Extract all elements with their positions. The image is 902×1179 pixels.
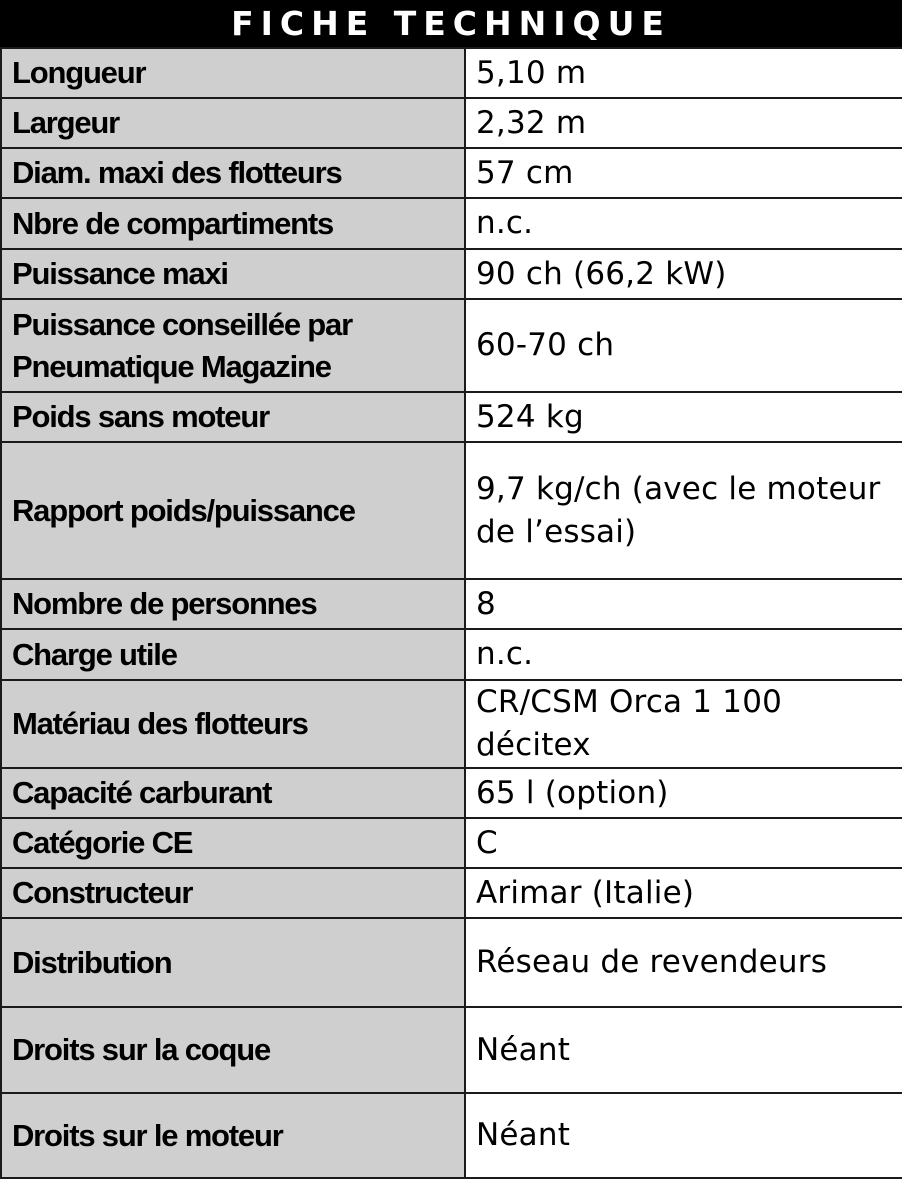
spec-value: 524 kg xyxy=(465,392,902,442)
spec-row-rapport xyxy=(1,442,902,579)
spec-value: 9,7 kg/ch (avec le moteur de l’essai) xyxy=(465,442,902,579)
spec-row-diametre xyxy=(1,148,902,198)
spec-row-carburant xyxy=(1,768,902,818)
spec-value: 8 xyxy=(465,579,902,629)
spec-value: n.c. xyxy=(465,198,902,249)
spec-row-puissance-conseillee xyxy=(1,299,902,392)
spec-value: Néant xyxy=(465,1093,902,1178)
spec-row-largeur xyxy=(1,98,902,148)
spec-table xyxy=(0,47,902,1179)
spec-value: n.c. xyxy=(465,629,902,680)
spec-label: Poids sans moteur xyxy=(1,392,465,442)
spec-label: Catégorie CE xyxy=(1,818,465,868)
spec-value: Arimar (Italie) xyxy=(465,868,902,918)
spec-label: Constructeur xyxy=(1,868,465,918)
spec-value: Néant xyxy=(465,1007,902,1093)
spec-row-categorie xyxy=(1,818,902,868)
spec-value: CR/CSM Orca 1 100 décitex xyxy=(465,680,902,768)
spec-label: Longueur xyxy=(1,48,465,98)
spec-label: Matériau des flotteurs xyxy=(1,680,465,768)
spec-label: Puissance conseillée par Pneumatique Magazine xyxy=(1,299,465,392)
spec-label: Largeur xyxy=(1,98,465,148)
spec-row-droits-moteur xyxy=(1,1093,902,1178)
spec-value: Réseau de revendeurs xyxy=(465,918,902,1007)
spec-value: 2,32 m xyxy=(465,98,902,148)
spec-label: Puissance maxi xyxy=(1,249,465,299)
spec-row-personnes xyxy=(1,579,902,629)
spec-row-droits-coque xyxy=(1,1007,902,1093)
spec-row-puissance-maxi xyxy=(1,249,902,299)
spec-label: Nbre de compartiments xyxy=(1,198,465,249)
spec-row-compartiments xyxy=(1,198,902,249)
spec-row-constructeur xyxy=(1,868,902,918)
spec-row-distribution xyxy=(1,918,902,1007)
sheet-title: FICHE TECHNIQUE xyxy=(0,0,902,47)
spec-value: C xyxy=(465,818,902,868)
spec-label: Rapport poids/puissance xyxy=(1,442,465,579)
spec-value: 90 ch (66,2 kW) xyxy=(465,249,902,299)
spec-value: 57 cm xyxy=(465,148,902,198)
spec-label: Capacité carburant xyxy=(1,768,465,818)
spec-row-materiau xyxy=(1,680,902,768)
spec-label: Diam. maxi des flotteurs xyxy=(1,148,465,198)
spec-label: Droits sur le moteur xyxy=(1,1093,465,1178)
spec-row-longueur xyxy=(1,48,902,98)
spec-value: 65 l (option) xyxy=(465,768,902,818)
spec-label: Distribution xyxy=(1,918,465,1007)
spec-label: Droits sur la coque xyxy=(1,1007,465,1093)
spec-label: Charge utile xyxy=(1,629,465,680)
spec-row-charge xyxy=(1,629,902,680)
spec-value: 5,10 m xyxy=(465,48,902,98)
spec-value: 60-70 ch xyxy=(465,299,902,392)
spec-row-poids xyxy=(1,392,902,442)
spec-label: Nombre de personnes xyxy=(1,579,465,629)
